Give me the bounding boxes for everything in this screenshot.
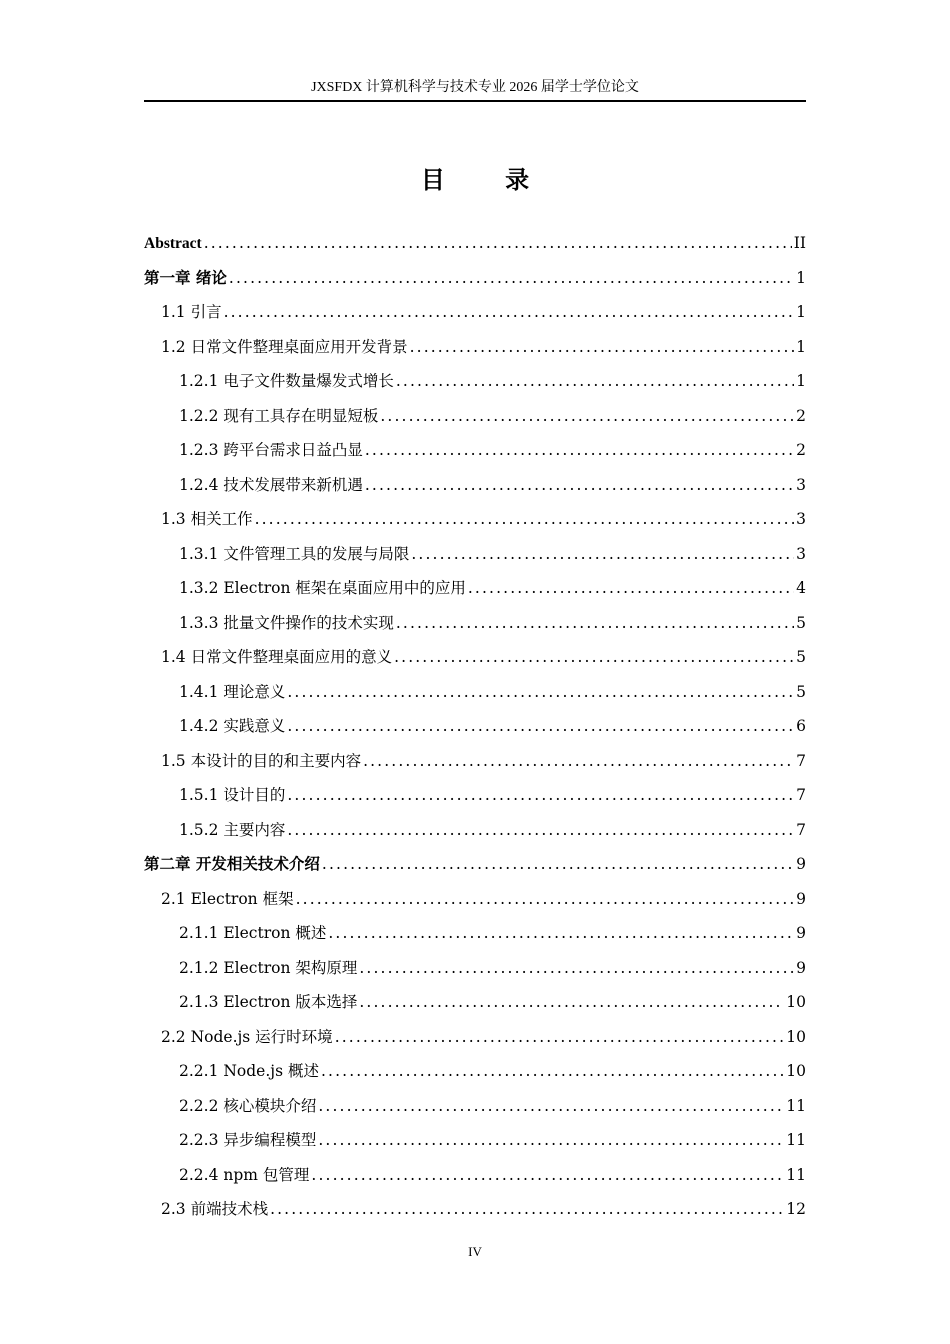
toc-entry[interactable] (144, 748, 806, 783)
toc-entry-label: 2.2.3 异步编程模型 (179, 1131, 317, 1149)
toc-dot-leader (321, 1058, 784, 1084)
toc-entry-label: 1.4.1 理论意义 (179, 682, 286, 701)
page-number: IV (468, 1244, 482, 1259)
toc-entry-page: 11 (786, 1096, 806, 1115)
toc-entry[interactable] (144, 610, 806, 645)
toc-entry-page: 3 (796, 510, 806, 528)
toc-entry-page: 5 (796, 613, 806, 632)
toc-entry[interactable] (144, 437, 806, 472)
toc-entry-label: 2.1 Electron 框架 (161, 889, 294, 908)
toc-entry-label: 1.4 日常文件整理桌面应用的意义 (161, 648, 393, 666)
toc-entry-page: II (793, 234, 806, 252)
toc-entry-page: 6 (796, 717, 806, 735)
toc-entry-label: 1.2.4 技术发展带来新机遇 (179, 475, 363, 494)
toc-entry-label: 2.2.2 核心模块介绍 (179, 1096, 317, 1115)
toc-entry-page: 5 (796, 648, 806, 666)
toc-entry[interactable] (144, 644, 806, 679)
toc-dot-leader (270, 1196, 784, 1222)
toc-entry-page: 2 (796, 406, 806, 425)
toc-entry[interactable] (144, 920, 806, 955)
toc-entry-label: 2.3 前端技术栈 (161, 1200, 269, 1218)
toc-dot-leader (204, 230, 792, 256)
toc-entry-page: 3 (796, 544, 806, 563)
toc-dot-leader (468, 575, 794, 601)
toc-entry[interactable] (144, 472, 806, 507)
toc-entry-page: 10 (786, 1027, 806, 1046)
toc-dot-leader (255, 506, 795, 532)
toc-entry-label: 1.3.1 文件管理工具的发展与局限 (179, 544, 410, 563)
toc-dot-leader (311, 1162, 784, 1188)
toc-entry-label: 1.3.2 Electron 框架在桌面应用中的应用 (179, 579, 466, 597)
toc-title: 目 录 (420, 166, 556, 194)
toc-entry-page: 7 (796, 786, 806, 804)
toc-entry-label: 1.5 本设计的目的和主要内容 (161, 751, 362, 770)
toc-entry[interactable] (144, 955, 806, 990)
toc-entry-label: 2.2 Node.js 运行时环境 (161, 1027, 333, 1046)
toc-entry[interactable] (144, 713, 806, 748)
toc-chapter-entry[interactable] (144, 230, 806, 265)
toc-dot-leader (380, 403, 794, 429)
toc-entry[interactable] (144, 1058, 806, 1093)
toc-entry[interactable] (144, 782, 806, 817)
toc-dot-leader (287, 782, 794, 808)
toc-chapter-entry[interactable] (144, 265, 806, 300)
toc-entry[interactable] (144, 403, 806, 438)
toc-dot-leader (363, 748, 794, 774)
toc-dot-leader (365, 437, 794, 463)
toc-dot-leader (335, 1024, 785, 1050)
toc-entry-page: 7 (796, 820, 806, 839)
toc-dot-leader (365, 472, 794, 498)
toc-entry-page: 9 (796, 958, 806, 977)
toc-entry-label: 1.2 日常文件整理桌面应用开发背景 (161, 337, 408, 356)
toc-dot-leader (322, 851, 794, 877)
toc-entry-label: 第二章 开发相关技术介绍 (144, 855, 320, 873)
toc-entry-label: 第一章 绪论 (144, 268, 227, 287)
toc-dot-leader (411, 541, 794, 567)
toc-dot-leader (396, 610, 794, 636)
toc-entry[interactable] (144, 989, 806, 1024)
toc-entry-label: 1.3.3 批量文件操作的技术实现 (179, 613, 394, 632)
toc-entry-page: 9 (796, 855, 806, 873)
toc-entry-label: Abstract (144, 235, 202, 252)
toc-entry[interactable] (144, 299, 806, 334)
toc-entry-page: 11 (786, 1131, 806, 1149)
table-of-contents (144, 230, 806, 1231)
toc-entry-label: 1.2.1 电子文件数量爆发式增长 (179, 372, 394, 390)
toc-dot-leader (396, 368, 794, 394)
toc-entry-label: 1.5.2 主要内容 (179, 820, 286, 839)
toc-entry-page: 5 (796, 682, 806, 701)
toc-dot-leader (224, 299, 795, 325)
toc-entry-page: 1 (796, 268, 806, 287)
toc-entry-page: 7 (796, 751, 806, 770)
toc-entry-label: 1.2.2 现有工具存在明显短板 (179, 406, 379, 425)
toc-entry[interactable] (144, 1196, 806, 1231)
toc-entry-label: 2.2.4 npm 包管理 (179, 1165, 310, 1184)
toc-entry[interactable] (144, 1162, 806, 1197)
toc-entry-page: 11 (786, 1165, 806, 1184)
toc-dot-leader (328, 920, 794, 946)
toc-entry-page: 2 (796, 441, 806, 459)
toc-dot-leader (318, 1127, 784, 1153)
toc-dot-leader (296, 886, 795, 912)
toc-entry-label: 2.1.2 Electron 架构原理 (179, 958, 358, 977)
toc-entry[interactable] (144, 1093, 806, 1128)
header-rule (144, 100, 806, 102)
toc-entry-label: 1.3 相关工作 (161, 510, 253, 528)
toc-entry[interactable] (144, 506, 806, 541)
toc-entry[interactable] (144, 368, 806, 403)
toc-entry-page: 1 (796, 303, 806, 321)
toc-dot-leader (318, 1093, 784, 1119)
toc-entry-label: 2.1.1 Electron 概述 (179, 924, 327, 942)
toc-entry-page: 10 (786, 993, 806, 1011)
toc-entry-label: 1.1 引言 (161, 303, 222, 321)
toc-dot-leader (359, 989, 784, 1015)
toc-entry-label: 1.5.1 设计目的 (179, 786, 286, 804)
toc-entry-page: 3 (796, 475, 806, 494)
toc-entry-page: 9 (796, 924, 806, 942)
toc-dot-leader (410, 334, 795, 360)
toc-entry-label: 2.2.1 Node.js 概述 (179, 1062, 319, 1080)
toc-dot-leader (287, 679, 794, 705)
toc-entry-page: 10 (786, 1062, 806, 1080)
toc-entry-label: 1.4.2 实践意义 (179, 717, 286, 735)
toc-entry[interactable] (144, 1127, 806, 1162)
toc-dot-leader (229, 265, 794, 291)
toc-entry[interactable] (144, 817, 806, 852)
toc-dot-leader (359, 955, 794, 981)
toc-entry[interactable] (144, 886, 806, 921)
toc-entry-label: 1.2.3 跨平台需求日益凸显 (179, 441, 363, 459)
toc-dot-leader (394, 644, 794, 670)
toc-entry[interactable] (144, 1024, 806, 1059)
toc-entry[interactable] (144, 575, 806, 610)
toc-dot-leader (287, 713, 794, 739)
toc-entry[interactable] (144, 679, 806, 714)
toc-entry-label: 2.1.3 Electron 版本选择 (179, 993, 358, 1011)
toc-entry[interactable] (144, 334, 806, 369)
toc-entry-page: 1 (796, 372, 806, 390)
toc-chapter-entry[interactable] (144, 851, 806, 886)
toc-entry-page: 4 (796, 579, 806, 597)
toc-entry[interactable] (144, 541, 806, 576)
toc-entry-page: 1 (796, 337, 806, 356)
running-header: JXSFDX 计算机科学与技术专业 2026 届学士学位论文 (311, 80, 639, 95)
toc-entry-page: 9 (796, 889, 806, 908)
toc-entry-page: 12 (786, 1200, 806, 1218)
toc-dot-leader (287, 817, 794, 843)
